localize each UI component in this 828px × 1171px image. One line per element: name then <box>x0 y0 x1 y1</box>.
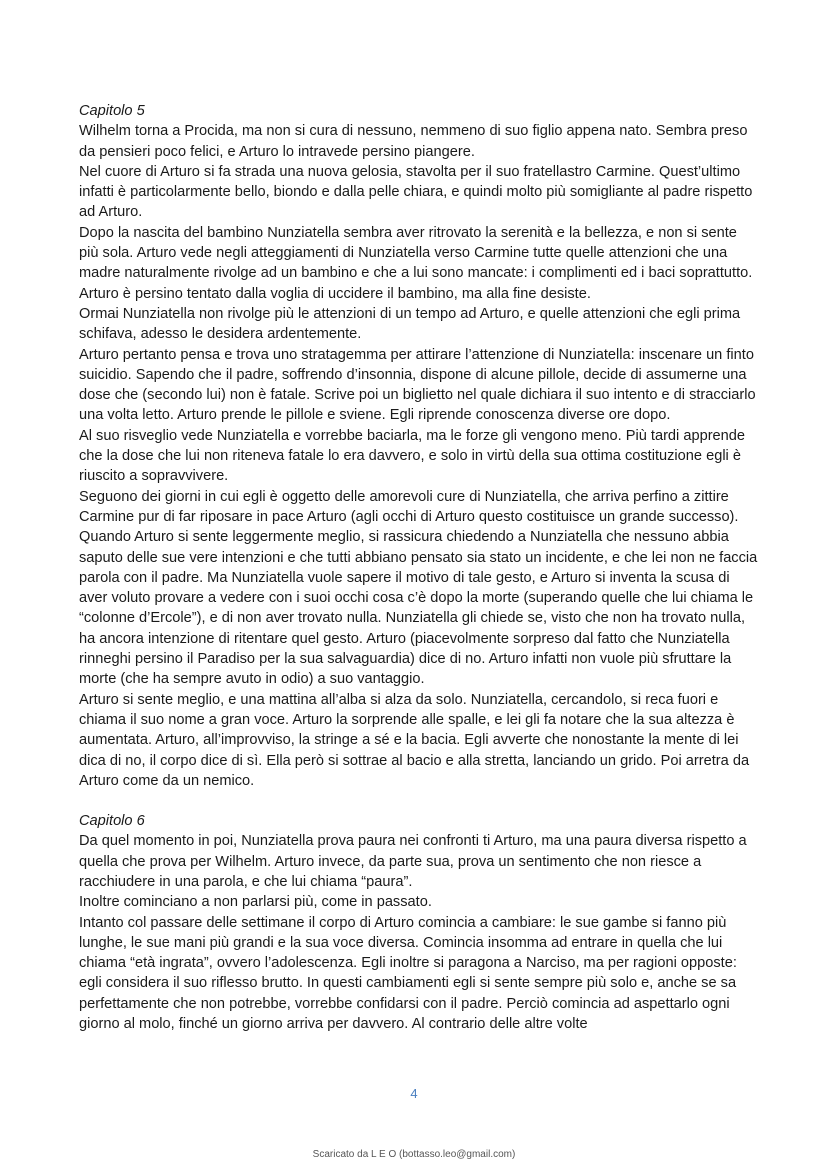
paragraph: Ormai Nunziatella non rivolge più le attenzioni di un tempo ad Arturo, e quelle attenzioni che egli prima schifava, adesso le desidera ardentemente. <box>79 305 741 343</box>
footer-credit: Scaricato da L E O (bottasso.leo@gmail.com) <box>312 1149 516 1160</box>
chapter-heading: Capitolo 5 <box>79 103 145 119</box>
chapter-heading: Capitolo 6 <box>79 813 145 830</box>
paragraph: Arturo si sente meglio, e una mattina all’alba si alza da solo. Nunziatella, cercandolo, si reca fuori e chiama il suo nome a gran voce. Arturo la sorprende alle spalle, e lei gli fa notare che la sua altezza è aumentata. Arturo, all’improvviso, la stringe a sé e la bacia. Egli avverte che nonostante la mente di lei dica di no, il corpo dice di sì. Ella però si sottrae al bacio e alla stretta, lanciando un grido. Poi arretra da Arturo come da un nemico. <box>79 691 750 789</box>
paragraph: Al suo risveglio vede Nunziatella e vorrebbe baciarla, ma le forze gli vengono meno. Più tardi apprende che la dose che lui non riteneva fatale lo era davvero, e solo in virtù della sua ottima costituzione egli è riuscito a sopravvivere. <box>79 427 746 485</box>
paragraph: Wilhelm torna a Procida, ma non si cura di nessuno, nemmeno di suo figlio appena nato. Sembra preso da pensieri poco felici, e Arturo lo intravede persino piangere. <box>79 123 748 160</box>
page-body <box>79 101 759 1034</box>
paragraph: Dopo la nascita del bambino Nunziatella sembra aver ritrovato la serenità e la bellezza, e non si sente più sola. Arturo vede negli atteggiamenti di Nunziatella verso Carmine tutte quelle attenzioni che una madre naturalmente rivolge ad un bambino e che a lui sono mancate: i complimenti ed i baci soprattutto. Arturo è persino tentato dalla voglia di uccidere il bambino, ma alla fine desiste. <box>79 224 753 302</box>
paragraph: Quando Arturo si sente leggermente meglio, si rassicura chiedendo a Nunziatella che nessuno abbia saputo delle sue vere intenzioni e che tutti abbiano pensato sia stato un incidente, e che lei non ne faccia parola con il padre. Ma Nunziatella vuole sapere il motivo di tale gesto, e Arturo si inventa la scusa di aver voluto provare a vedere con i suoi occhi cosa c’è dopo la morte (superando quelle che lui chiama le “colonne d’Ercole”), e di non aver trovato nulla. Nunziatella gli chiede se, visto che non ha trovato nulla, ha ancora intenzione di ritentare quel gesto. Arturo (piacevolmente sorpreso dal fatto che Nunziatella rinneghi persino il Paradiso per la sua salvaguardia) dice di no. Arturo infatti non vuole più sfruttare la morte (che ha sempre avuto in odio) a suo vantaggio. <box>79 529 758 688</box>
chapter-6-section <box>79 811 759 1034</box>
paragraph: Da quel momento in poi, Nunziatella prova paura nei confronti ti Arturo, ma una paura diversa rispetto a quella che prova per Wilhelm. Arturo invece, da parte sua, prova un sentimento che non riesce a racchiudere in una parola, e che lui chiama “paura”. <box>79 833 747 890</box>
page-number: 4 <box>410 1086 418 1101</box>
chapter-5-section <box>79 101 759 791</box>
paragraph: Arturo pertanto pensa e trova uno stratagemma per attirare l’attenzione di Nunziatella: inscenare un finto suicidio. Sapendo che il padre, soffrendo d’insonnia, dispone di alcune pillole, decide di assumerne una dose che (secondo lui) non è fatale. Scrive poi un biglietto nel quale dichiara il suo intento e di stracciarlo una volta letto. Arturo prende le pillole e sviene. Egli riprende conoscenza diverse ore dopo. <box>79 346 756 424</box>
paragraph: Inoltre cominciano a non parlarsi più, come in passato. <box>79 894 432 911</box>
paragraph: Nel cuore di Arturo si fa strada una nuova gelosia, stavolta per il suo fratellastro Carmine. Quest’ultimo infatti è particolarmente bello, biondo e dalla pelle chiara, e quindi molto più somigliante al padre rispetto ad Arturo. <box>79 163 753 221</box>
paragraph: Seguono dei giorni in cui egli è oggetto delle amorevoli cure di Nunziatella, che arriva perfino a zittire Carmine pur di far riposare in pace Arturo (agli occhi di Arturo questo costituisce un grande successo). <box>79 488 739 525</box>
paragraph: Intanto col passare delle settimane il corpo di Arturo comincia a cambiare: le sue gambe si fanno più lunghe, le sue mani più grandi e la sua voce diversa. Comincia insomma ad entrare in quella che lui chiama “età ingrata”, ovvero l’adolescenza. Egli inoltre si paragona a Narciso, ma per ragioni opposte: egli considera il suo riflesso brutto. In questi cambiamenti egli si sente sempre più solo e, anche se sa perfettamente che non potrebbe, vorrebbe confidarsi con il padre. Perciò comincia ad aspettarlo ogni giorno al molo, finché un giorno arriva per davvero. Al contrario delle altre volte <box>79 914 737 1033</box>
